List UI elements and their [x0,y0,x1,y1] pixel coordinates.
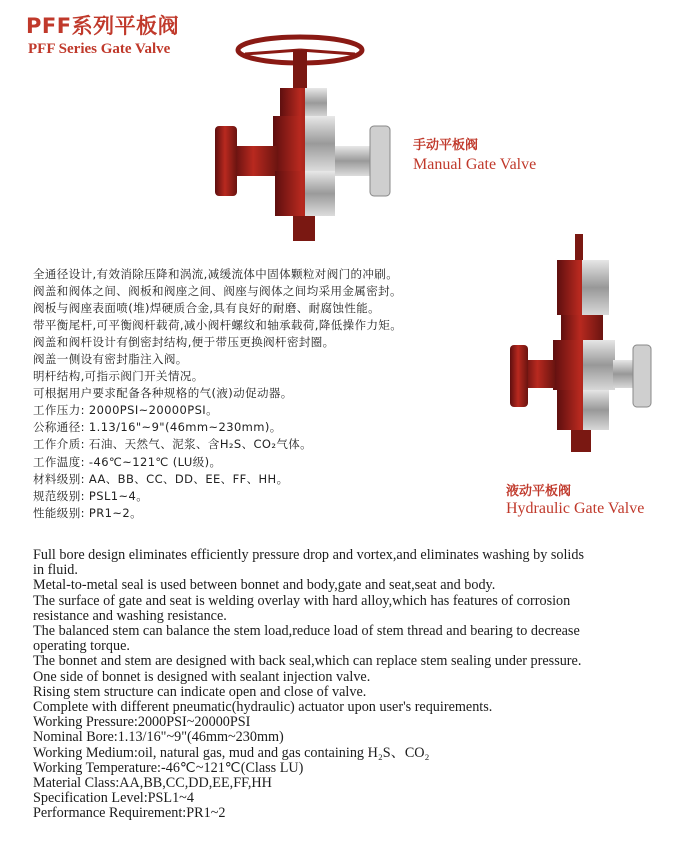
feature-cn: 阀盖和阀杆设计有倒密封结构,便于带压更换阀杆密封圈。 [33,335,335,350]
feature-en: Full bore design eliminates efficiently pressure drop and vortex,and eliminates washing by solids in fluid. [33,547,584,579]
feature-cn: 阀盖和阀体之间、阀板和阀座之间、阀座与阀体之间均采用金属密封。 [33,284,402,299]
feature-en: The balanced stem can balance the stem load,reduce load of stem thread and bearing to decrease operating torque. [33,623,580,655]
manual-gate-valve-image [205,28,405,243]
feature-cn: 带平衡尾杆,可平衡阀杆载荷,减小阀杆螺纹和轴承载荷,降低操作力矩。 [33,318,403,333]
spec-en: Specification Level:PSL1~4 [33,790,194,807]
spec-en: Nominal Bore:1.13/16"~9"(46mm~230mm) [33,729,284,746]
feature-cn: 明杆结构,可指示阀门开关情况。 [33,369,204,384]
feature-cn: 阀板与阀座表面喷(堆)焊硬质合金,具有良好的耐磨、耐腐蚀性能。 [33,301,381,316]
feature-en: The surface of gate and seat is welding overlay with hard alloy,which has features of corrosion resistance and washing resistance. [33,592,571,624]
page-title-cn: PFF系列平板阀 [26,14,180,38]
manual-valve-label-en: Manual Gate Valve [413,156,537,173]
spec-cn: 工作介质: 石油、天然气、泥浆、含H₂S、CO₂气体。 [33,437,313,452]
spec-cn: 规范级别: PSL1~4。 [33,488,149,503]
spec-cn: 工作温度: -46℃~121℃ (LU级)。 [33,454,222,469]
feature-en: One side of bonnet is designed with sealant injection valve. [33,668,371,685]
feature-en: Rising stem structure can indicate open and close of valve. [33,683,367,700]
page-title-en: PFF Series Gate Valve [28,41,171,57]
spec-en: Performance Requirement:PR1~2 [33,805,226,822]
spec-cn: 工作压力: 2000PSI~20000PSI。 [33,403,218,418]
hydraulic-valve-label-cn: 液动平板阀 [506,484,572,499]
features-cn-list [33,266,503,522]
feature-cn: 全通径设计,有效消除压降和涡流,减缓流体中固体颗粒对阀门的冲刷。 [33,267,399,281]
manual-valve-label-cn: 手动平板阀 [413,138,479,153]
feature-cn: 阀盖一侧设有密封脂注入阀。 [33,352,188,367]
spec-cn: 材料级别: AA、BB、CC、DD、EE、FF、HH。 [33,471,289,486]
spec-cn: 公称通径: 1.13/16"~9"(46mm~230mm)。 [33,420,282,435]
feature-en: Metal-to-metal seal is used between bonnet and body,gate and seat,seat and body. [33,577,496,594]
feature-en: Complete with different pneumatic(hydraulic) actuator upon user's requirements. [33,699,493,716]
feature-en: The bonnet and stem are designed with back seal,which can replace stem sealing under pressure. [33,653,582,670]
spec-en: Working Medium:oil, natural gas, mud and gas containing H₂S、CO₂ [33,744,430,761]
features-en-list [33,548,593,822]
spec-cn: 性能级别: PR1~2。 [33,505,143,520]
spec-en: Material Class:AA,BB,CC,DD,EE,FF,HH [33,775,272,792]
hydraulic-gate-valve-image [505,230,665,460]
spec-en: Working Pressure:2000PSI~20000PSI [33,714,251,731]
feature-cn: 可根据用户要求配备各种规格的气(液)动促动器。 [33,386,293,401]
hydraulic-valve-label-en: Hydraulic Gate Valve [506,500,645,517]
spec-en: Working Temperature:-46℃~121℃(Class LU) [33,759,304,776]
